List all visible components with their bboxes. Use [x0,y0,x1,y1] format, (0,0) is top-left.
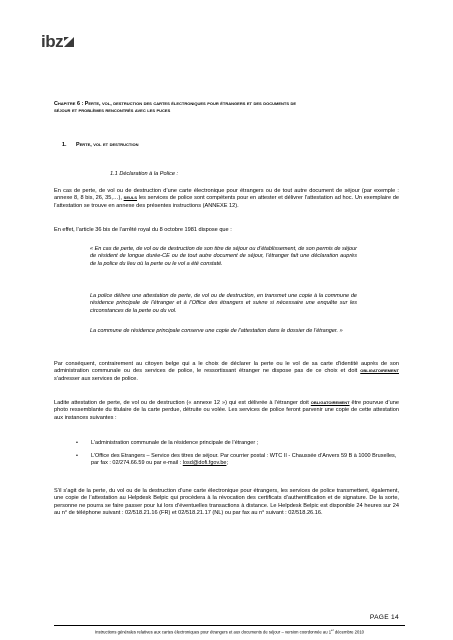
list-item-text-tail: ; [226,460,228,467]
para1-text: En cas de perte, de vol ou de destruction d’une carte électronique pour étrangers ou de tout autre document de séjour (par exemple : annexe 8, 8 bis, 26, 35,…), [54,188,399,202]
paragraph-3 [54,361,399,383]
paragraph-1 [54,188,399,210]
logo-arrow-icon [64,37,74,47]
bullet-icon: • [76,440,78,446]
footer [54,628,405,634]
footer-divider [54,625,405,626]
chapter-title [54,101,399,115]
paragraph-4 [54,400,399,422]
section-heading [62,142,399,149]
para3-text-end: s’adresser aux services de police. [54,375,138,382]
list-item-text-body: L’Office des Etrangers – Service des titres de séjour. Par courrier postal : WTC II - Chaussée d’Anvers 59 B à 1000 Bruxelles, par fax : 02/274.66.59 ou par e-mail : [91,453,397,467]
bullet-icon: • [76,453,78,459]
footer-sup: er [331,628,334,632]
list-item-text: L’administration communale de la résidence principale de l’étranger ; [91,440,259,446]
chapter-title-line1: Chapitre 6 : Perte, vol, destruction des cartes électroniques pour étrangers et des documents de [54,101,297,107]
footer-text: Instructions générales relatives aux cartes électroniques pour étrangers et aux documents de séjour – version coordonnée au 1 [95,629,332,635]
quote-paragraph-1: « En cas de perte, de vol ou de destruction de son titre de séjour ou d’établissement, de son permis de séjour de résident de longue durée-CE ou de tout autre document de séjour, l’étranger fait une déclaration auprès de la police du lieu où la perte ou le vol a été constaté. [90,246,357,267]
email-link[interactable]: losd@dofi.fgov.be [182,460,227,467]
para4-text-end: être pourvue d’une photo ressemblante du titulaire de la carte perdue, détruite ou volée. Les services de police feront parvenir une copie de cette attestation aux instances suivantes : [54,400,399,421]
paragraph-2: En effet, l’article 36 bis de l’arrêté royal du 8 octobre 1981 dispose que : [54,227,232,233]
footer-tail: décembre 2010 [333,629,364,635]
section-title: Perte, vol et destruction [76,142,139,148]
para1-text-end: les services de police sont compétents pour en attester et délivrer l’attestation ad hoc. Un exemplaire de l’attestation se trouve en annexe des présentes instructions (ANNEXE 12). [54,195,399,209]
page-number: PAGE 14 [369,614,399,621]
chapter-title-line2: séjour et problèmes rencontrés avec les puces [54,108,171,115]
paragraph-5: S’il s’agit de la perte, du vol ou de la destruction d’une carte électronique pour étrangers, les services de police transmettent, également, une copie de l’attestation au Helpdesk Belpic qui procèdera à la révocation des certificats d’authentification et de signature. De la sorte, personne ne pourra se faire passer pour lui lors d’éventuelles transactions à distance. Le Helpdesk Belpic est disponible 24 heures sur 24 au n° de téléphone suivant : 02/518.21.16 (FR) et 02/518.21.17 (NL) ou par fax au n° suivant : 02/518.26.16. [54,488,399,517]
para4-emphasis: obligatoirement [310,400,350,406]
para1-emphasis: seuls [123,195,138,202]
list-item-text [91,453,399,468]
para4-text: Ladite attestation de perte, de vol ou de destruction (« annexe 12 ») qui est délivrée à l’étranger doit [54,400,311,406]
para3-text: Par conséquent, contrairement au citoyen belge qui a le choix de déclarer la perte ou le vol de sa carte d’identité auprès de son administration communale ou des services de police, le ressortissant étranger ne dispose pas de ce choix et doit [54,361,399,375]
quote-paragraph-3: La commune de résidence principale conserve une copie de l’attestation dans le dossier de l’étranger. » [90,328,343,334]
quote-paragraph-2: La police délivre une attestation de perte, de vol ou de destruction, en transmet une copie à la commune de résidence principale de l’étranger et à l’Office des étrangers et suivre si nécessaire une enquête sur les circonstances de la perte ou du vol. [90,293,357,314]
section-number: 1. [62,142,67,148]
para3-emphasis: obligatoirement [360,368,399,375]
logo-text: ibz [41,32,64,51]
subsection-title: 1.1 Déclaration à la Police : [110,171,179,177]
ibz-logo [41,33,74,50]
